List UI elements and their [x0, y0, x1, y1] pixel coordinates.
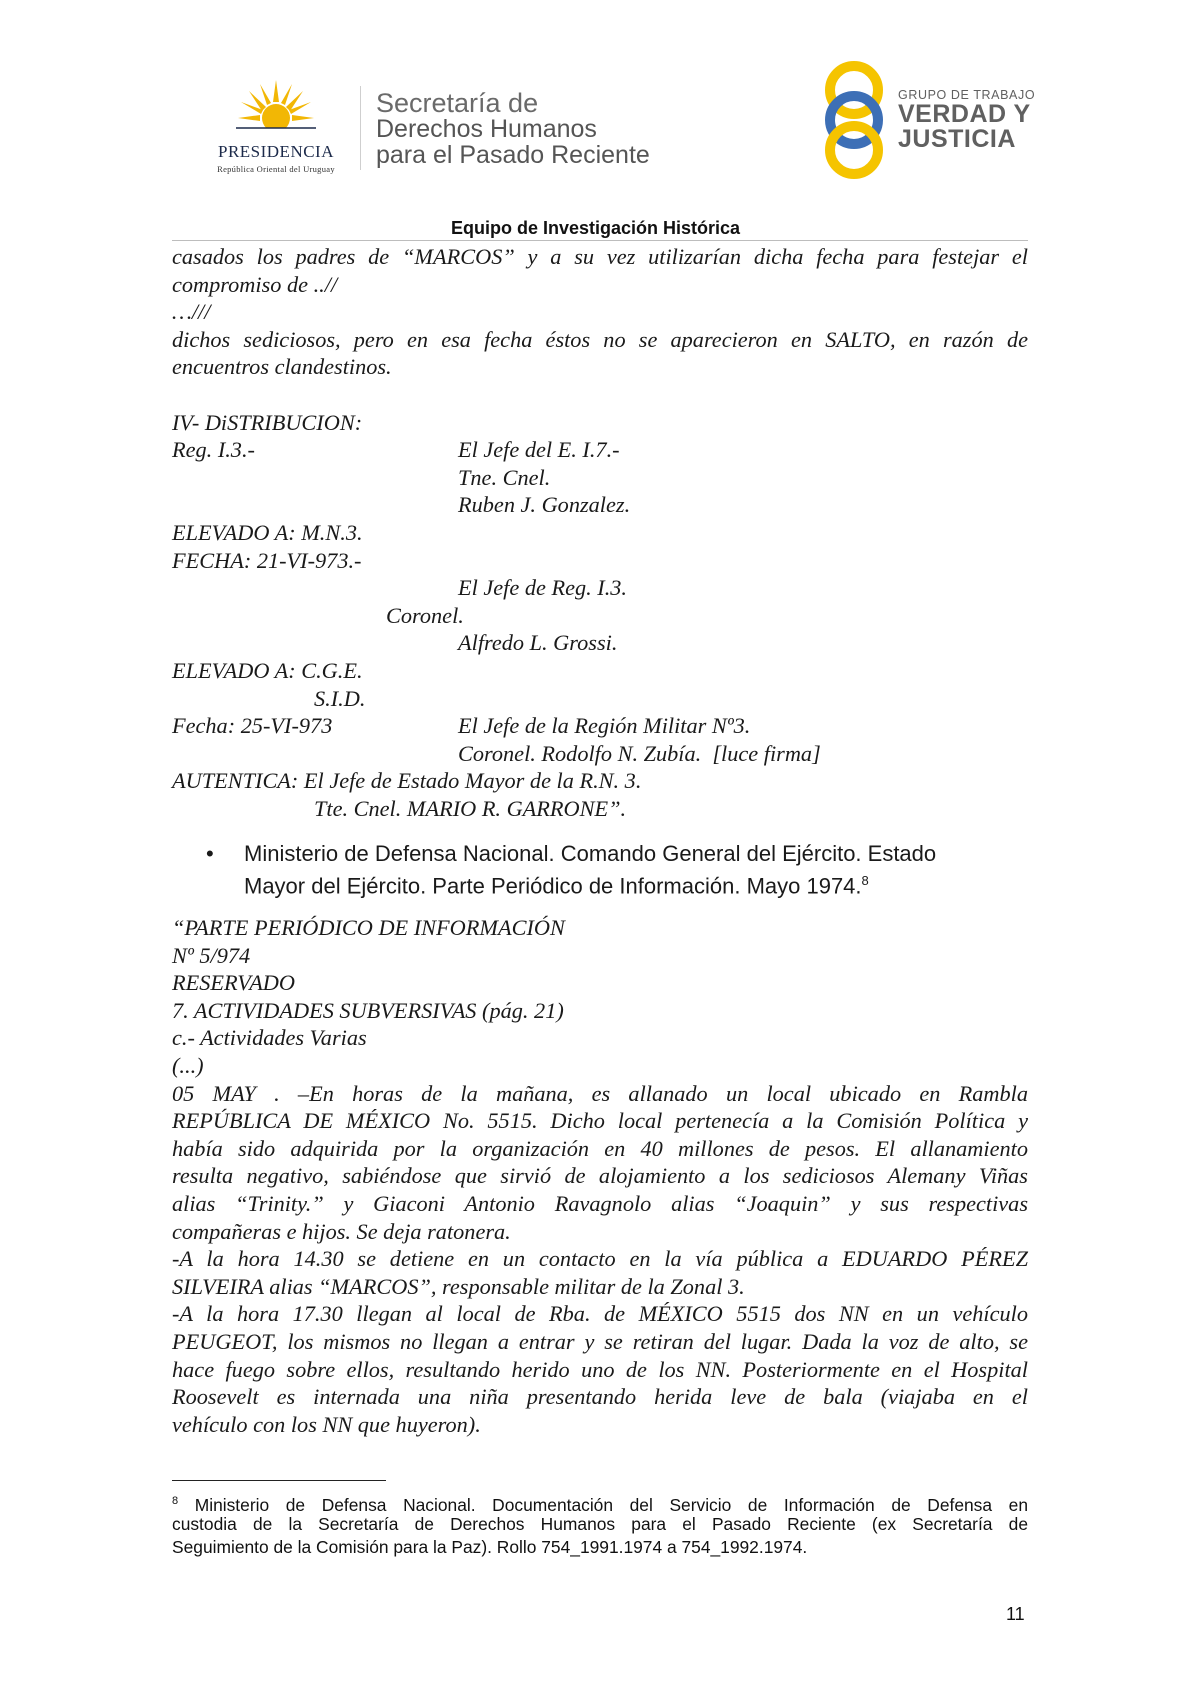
- report-line: había sido adquirida por la organización en 40 millones de pesos. El allanamiento: [172, 1135, 1028, 1161]
- footnote-rule: [172, 1480, 386, 1481]
- reg-label: Reg. I.3.-: [172, 437, 255, 463]
- fecha-2: Fecha: 25-VI-973: [172, 713, 333, 739]
- footnote-line: [172, 1490, 1028, 1513]
- report-section: 7. ACTIVIDADES SUBVERSIVAS (pág. 21): [172, 997, 564, 1023]
- presidencia-subtitle: República Oriental del Uruguay: [217, 164, 335, 174]
- secretaria-line3: para el Pasado Reciente: [376, 141, 650, 169]
- footnote-number: 8: [172, 1495, 179, 1507]
- report-line: SILVEIRA alias “MARCOS”, responsable militar de la Zonal 3.: [172, 1273, 745, 1299]
- report-line: hace fuego sobre ellos, resultando herido uno de los NN. Posteriormente en el Hospital: [172, 1356, 1028, 1382]
- tne-cnel: Tne. Cnel.: [458, 464, 551, 490]
- signer-alfredo: Alfredo L. Grossi.: [458, 630, 618, 656]
- report-line: Roosevelt es internada una niña presentando herida leve de bala (viajaba en el: [172, 1384, 1028, 1410]
- distribution-block-3: [172, 712, 1028, 767]
- report-excerpt: [172, 914, 1028, 1438]
- header-rule: [172, 240, 1028, 241]
- report-subsection: c.- Actividades Varias: [172, 1025, 367, 1051]
- report-line: REPÚBLICA DE MÉXICO No. 5515. Dicho local pertenecía a la Comisión Política y: [172, 1108, 1028, 1134]
- footnote-line: custodia de la Secretaría de Derechos Humanos para el Pasado Reciente (ex Secretaría de: [172, 1514, 1028, 1534]
- report-title: “PARTE PERIÓDICO DE INFORMACIÓN: [172, 915, 565, 940]
- report-classification: RESERVADO: [172, 970, 296, 996]
- jefe-ei7: El Jefe del E. I.7.-: [458, 437, 620, 463]
- body-line: casados los padres de “MARCOS” y a su vez utilizarían dicha fecha para festejar el: [172, 244, 1028, 269]
- body-line: dichos sediciosos, pero en esa fecha éstos no se aparecieron en SALTO, en razón de: [172, 326, 1028, 352]
- distribution-title: IV- DiSTRIBUCION:: [172, 409, 363, 435]
- footnote-ref[interactable]: 8: [861, 873, 869, 888]
- footnote-line-text: Ministerio de Defensa Nacional. Documentación del Servicio de Información de Defensa en: [178, 1494, 1028, 1515]
- signer-rodolfo: Coronel. Rodolfo N. Zubía. [luce firma]: [458, 740, 821, 766]
- bullet-text: [244, 840, 1028, 899]
- grupo-line2: VERDAD Y: [898, 100, 1031, 128]
- sid-row: [172, 685, 1028, 713]
- presidencia-name: PRESIDENCIA: [217, 142, 334, 161]
- grupo-line3: JUSTICIA: [898, 125, 1016, 153]
- report-line: compañeras e hijos. Se deja ratonera.: [172, 1218, 511, 1244]
- body-line: compromiso de ..//: [172, 271, 338, 297]
- footnote: [172, 1490, 1028, 1559]
- coronel-label: Coronel.: [386, 602, 464, 628]
- elevado-mn3: ELEVADO A: M.N.3.: [172, 519, 363, 545]
- fecha-1: FECHA: 21-VI-973.-: [172, 547, 362, 573]
- distribution-block-2: [172, 574, 1028, 657]
- page-header: [0, 0, 1191, 238]
- footnote-line: Seguimiento de la Comisión para la Paz). Rollo 754_1991.1974 a 754_1992.1974.: [172, 1537, 808, 1557]
- secretaria-line2: Derechos Humanos: [376, 115, 597, 143]
- team-heading: Equipo de Investigación Histórica: [450, 218, 741, 238]
- body-line: …///: [172, 299, 211, 325]
- body-line: encuentros clandestinos.: [172, 354, 392, 380]
- bullet-icon: •: [206, 841, 214, 866]
- grupo-trabajo-title: [898, 88, 1035, 152]
- secretaria-title: [376, 90, 650, 168]
- signer-garrone: Tte. Cnel. MARIO R. GARRONE”.: [314, 795, 627, 821]
- report-line: vehículo con los NN que huyeron).: [172, 1411, 481, 1437]
- bullet-line-text: Mayor del Ejército. Parte Periódico de Información. Mayo 1974.: [244, 873, 862, 899]
- sun-icon: [236, 78, 316, 140]
- presidencia-logo: [196, 78, 356, 178]
- distribution-block-1: [172, 436, 1028, 519]
- bullet-line: Ministerio de Defensa Nacional. Comando General del Ejército. Estado: [244, 841, 937, 866]
- document-body: [172, 243, 1028, 823]
- report-number: Nº 5/974: [172, 942, 251, 968]
- report-line: resulta negativo, sabiéndose que sirvió de alojamiento a los sediciosos Alemany Viñas: [172, 1163, 1028, 1189]
- elevado-cge: ELEVADO A: C.G.E.: [172, 657, 363, 683]
- secretaria-line1: Secretaría de: [376, 88, 539, 118]
- page-number: 11: [1006, 1604, 1025, 1624]
- garrone-row: [172, 795, 1028, 823]
- bullet-line: [244, 867, 1028, 899]
- sid-label: S.I.D.: [314, 685, 366, 711]
- report-line: -A la hora 14.30 se detiene en un contacto en la vía pública a EDUARDO PÉREZ: [172, 1246, 1028, 1272]
- jefe-region-militar: El Jefe de la Región Militar Nº3.: [458, 713, 751, 739]
- header-divider: [360, 86, 361, 170]
- report-line: PEUGEOT, los mismos no llegan a entrar y se retiran del lugar. Dada la voz de alto, se: [172, 1328, 1028, 1354]
- autentica-line: AUTENTICA: El Jefe de Estado Mayor de la R.N. 3.: [172, 768, 642, 794]
- report-line: 05 MAY . –En horas de la mañana, es allanado un local ubicado en Rambla: [172, 1080, 1028, 1106]
- report-line: -A la hora 17.30 llegan al local de Rba. de MÉXICO 5515 dos NN en un vehículo: [172, 1301, 1028, 1327]
- jefe-reg-i3: El Jefe de Reg. I.3.: [458, 575, 628, 601]
- signer-ruben: Ruben J. Gonzalez.: [458, 492, 631, 518]
- report-line: alias “Trinity.” y Giaconi Antonio Ravagnolo alias “Joaquin” y sus respectivas: [172, 1190, 1028, 1216]
- report-ellipsis: (...): [172, 1052, 204, 1078]
- grupo-line1: GRUPO DE TRABAJO: [898, 88, 1036, 102]
